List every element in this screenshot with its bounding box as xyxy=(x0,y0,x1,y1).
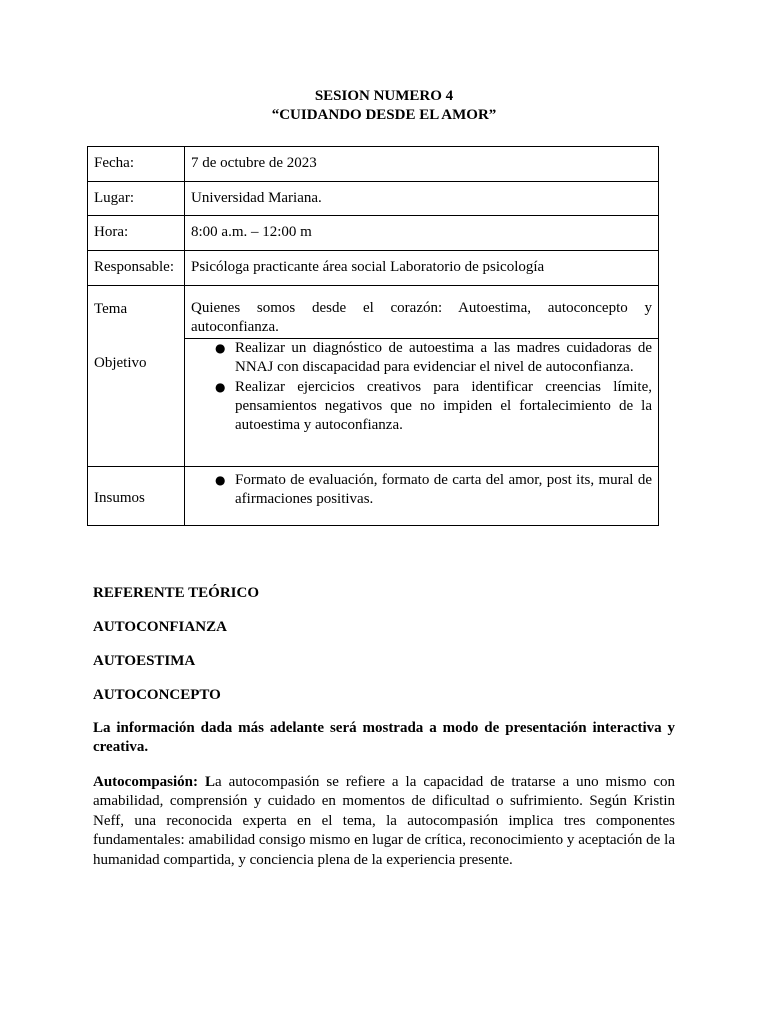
fecha-label: Fecha: xyxy=(88,147,185,182)
table-row xyxy=(88,147,659,182)
table-row xyxy=(88,251,659,286)
heading-referente-teorico: REFERENTE TEÓRICO xyxy=(93,585,260,601)
session-title: SESION NUMERO 4 xyxy=(314,88,454,104)
insumos-list xyxy=(191,471,652,510)
bullet-icon: ● xyxy=(215,472,226,487)
objetivo-label: Objetivo xyxy=(88,338,185,466)
table-row xyxy=(88,338,659,466)
responsable-label: Responsable: xyxy=(88,251,185,286)
list-item: ● Realizar un diagnóstico de autoestima a las madres cuidadoras de NNAJ con discapacidad para evidenciar el nivel de autoconfianza. xyxy=(215,339,652,376)
lugar-value: Universidad Mariana. xyxy=(185,182,659,216)
session-subtitle: “CUIDANDO DESDE EL AMOR” xyxy=(271,107,497,123)
table-row xyxy=(88,216,659,251)
list-item: ● Realizar ejercicios creativos para identificar creencias límite, pensamientos negativos que no impiden el fortalecimiento de la autoestima y autoconfianza. xyxy=(215,378,652,434)
responsable-value: Psicóloga practicante área social Laboratorio de psicología xyxy=(185,251,659,286)
table-row xyxy=(88,182,659,216)
insumos-value xyxy=(185,466,659,525)
autocompasion-paragraph xyxy=(93,773,675,870)
lugar-label: Lugar: xyxy=(88,182,185,216)
list-item: ● Formato de evaluación, formato de carta del amor, post its, mural de afirmaciones positivas. xyxy=(215,471,652,508)
table-row xyxy=(88,286,659,339)
insumos-label: Insumos xyxy=(88,466,185,525)
hora-label: Hora: xyxy=(88,216,185,251)
hora-value: 8:00 a.m. – 12:00 m xyxy=(185,216,659,251)
session-info-table xyxy=(87,146,659,526)
bullet-icon: ● xyxy=(215,340,226,355)
tema-value: Quienes somos desde el corazón: Autoestima, autoconcepto y autoconfianza. xyxy=(185,286,659,339)
para-text: a autocompasión se refiere a la capacidad de tratarse a uno mismo con amabilidad, comprensión y cuidado en momentos de dificultad o sufrimiento. Según Kristin Neff, una reconocida experta en el tema, la autocompasión implica tres componentes fundamentales: amabilidad consigo mismo en lugar de crítica, reconocimiento y aceptación de la humanidad compartida, y conciencia plena de la experiencia presente. xyxy=(93,774,676,868)
para-bold-letter: L xyxy=(204,774,215,790)
fecha-value: 7 de octubre de 2023 xyxy=(185,147,659,182)
heading-autoconcepto: AUTOCONCEPTO xyxy=(93,687,221,703)
objetivo-value xyxy=(185,338,659,466)
table-row xyxy=(88,466,659,525)
objetivo-list xyxy=(191,339,652,436)
heading-autoestima: AUTOESTIMA xyxy=(93,653,196,669)
presentation-note: La información dada más adelante será mostrada a modo de presentación interactiva y creativa. xyxy=(93,720,675,756)
para-term: Autocompasión: xyxy=(93,774,199,790)
tema-label: Tema xyxy=(88,286,185,339)
heading-autoconfianza: AUTOCONFIANZA xyxy=(93,619,227,635)
bullet-icon: ● xyxy=(215,379,226,394)
